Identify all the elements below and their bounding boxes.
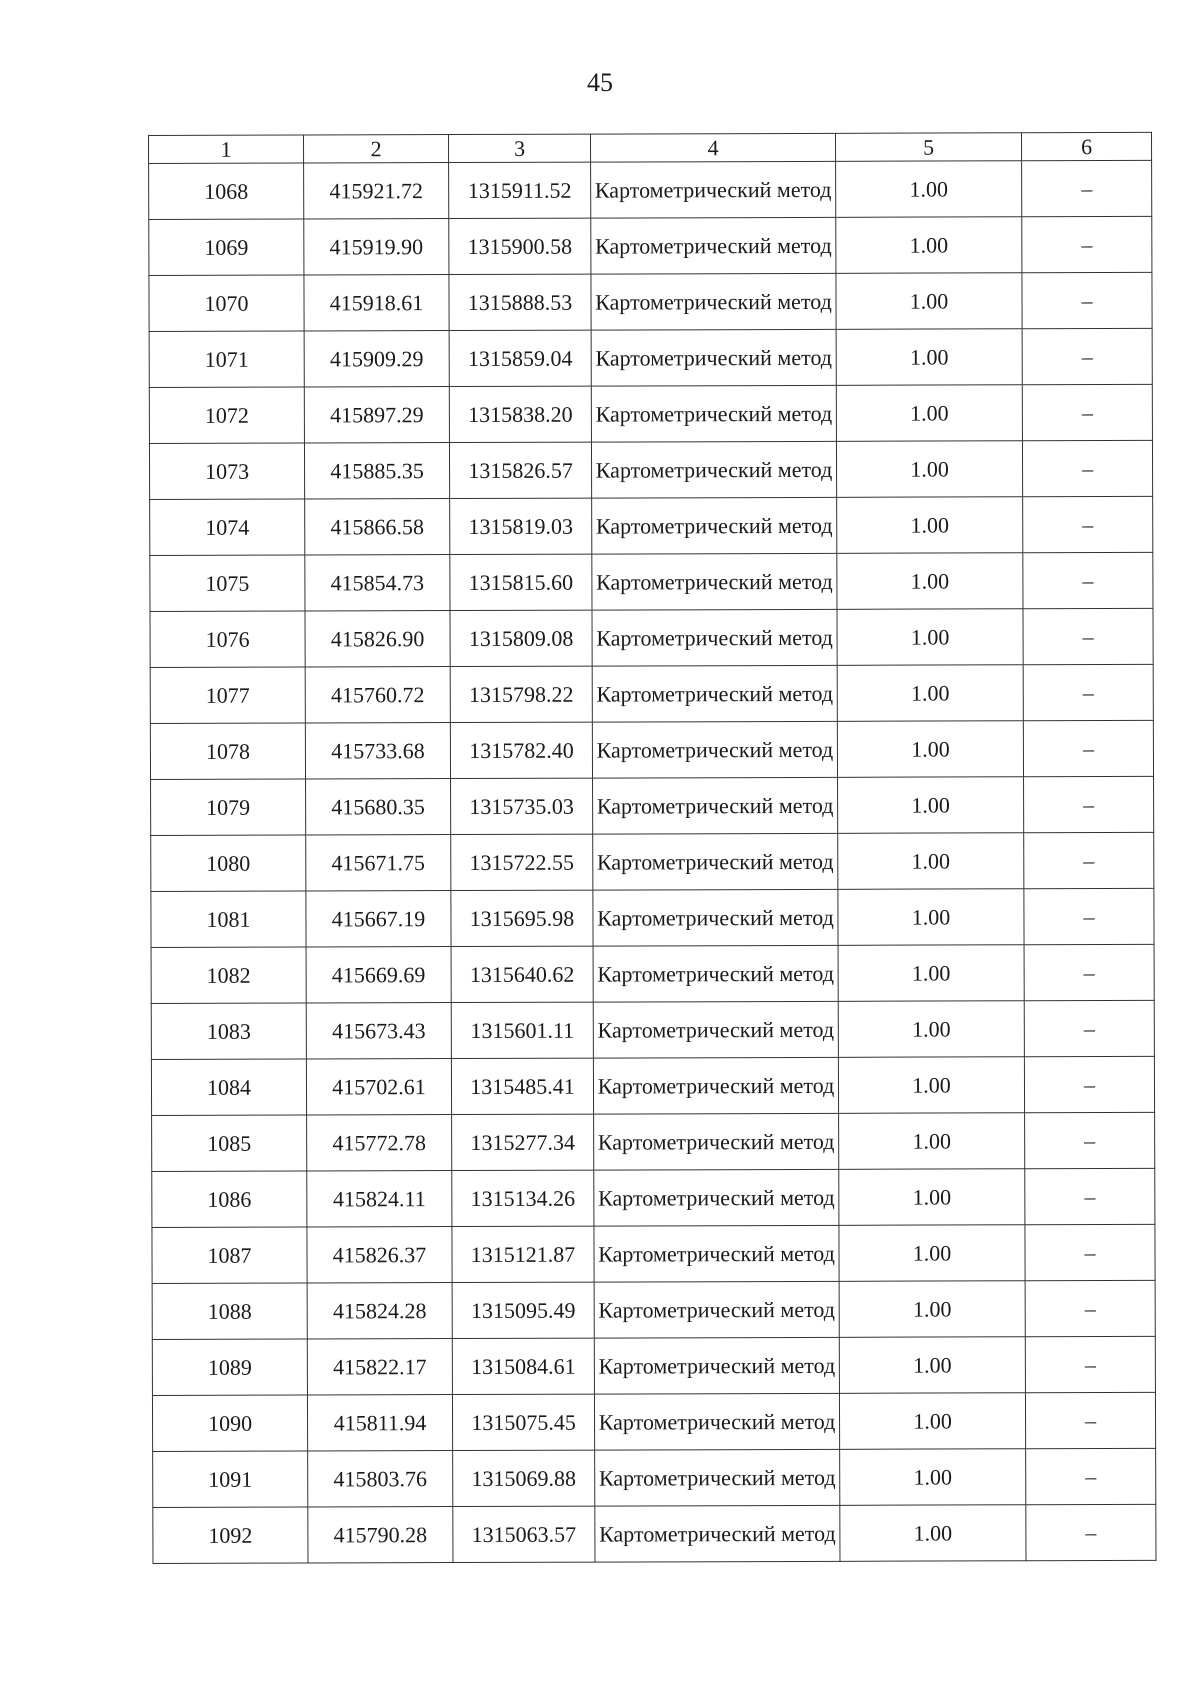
description-cell: – — [1024, 832, 1154, 888]
column-header-5: 5 — [835, 133, 1021, 162]
description-cell: – — [1025, 1280, 1155, 1336]
coordinate-y-cell: 1315063.57 — [453, 1506, 595, 1562]
point-number-cell: 1070 — [149, 275, 304, 331]
table-row — [150, 720, 1153, 779]
accuracy-cell: 1.00 — [836, 385, 1022, 442]
description-cell: – — [1023, 552, 1153, 608]
table-row — [149, 440, 1152, 499]
table-header-row — [149, 132, 1152, 163]
table-row — [150, 552, 1153, 611]
method-cell: Картометрический метод — [595, 1505, 840, 1562]
point-number-cell: 1089 — [152, 1339, 307, 1395]
table-row — [149, 272, 1152, 331]
coordinate-x-cell: 415854.73 — [305, 555, 450, 611]
accuracy-cell: 1.00 — [840, 1505, 1026, 1562]
method-cell: Картометрический метод — [593, 833, 838, 890]
coordinate-x-cell: 415921.72 — [304, 163, 449, 219]
coordinate-y-cell: 1315735.03 — [451, 778, 593, 834]
description-cell: – — [1026, 1504, 1156, 1560]
description-cell: – — [1022, 328, 1152, 384]
table-row — [153, 1504, 1156, 1563]
table-body — [149, 160, 1156, 1563]
accuracy-cell: 1.00 — [836, 273, 1022, 330]
coordinate-x-cell: 415919.90 — [304, 219, 449, 275]
table-row — [152, 1112, 1155, 1171]
column-header-2: 2 — [304, 135, 449, 163]
coordinate-x-cell: 415667.19 — [306, 891, 451, 947]
table-row — [149, 384, 1152, 443]
coordinate-y-cell: 1315859.04 — [449, 330, 591, 386]
point-number-cell: 1075 — [150, 555, 305, 611]
coordinates-table — [148, 132, 1156, 1564]
method-cell: Картометрический метод — [591, 385, 836, 442]
method-cell: Картометрический метод — [593, 889, 838, 946]
coordinate-x-cell: 415826.90 — [305, 611, 450, 667]
coordinate-x-cell: 415824.28 — [307, 1283, 452, 1339]
coordinate-x-cell: 415680.35 — [306, 779, 451, 835]
table-row — [152, 1336, 1155, 1395]
table-row — [151, 1000, 1154, 1059]
point-number-cell: 1080 — [151, 835, 306, 891]
accuracy-cell: 1.00 — [838, 945, 1024, 1002]
point-number-cell: 1077 — [150, 667, 305, 723]
point-number-cell: 1086 — [152, 1171, 307, 1227]
accuracy-cell: 1.00 — [838, 833, 1024, 890]
point-number-cell: 1073 — [149, 443, 304, 499]
coordinate-x-cell: 415673.43 — [306, 1003, 451, 1059]
description-cell: – — [1023, 608, 1153, 664]
accuracy-cell: 1.00 — [839, 1337, 1025, 1394]
coordinate-y-cell: 1315911.52 — [449, 162, 591, 218]
method-cell: Картометрический метод — [591, 273, 836, 330]
point-number-cell: 1079 — [151, 779, 306, 835]
coordinate-y-cell: 1315838.20 — [449, 386, 591, 442]
accuracy-cell: 1.00 — [838, 1001, 1024, 1058]
description-cell: – — [1022, 216, 1152, 272]
description-cell: – — [1023, 496, 1153, 552]
table-row — [150, 496, 1153, 555]
point-number-cell: 1092 — [153, 1507, 308, 1563]
coordinate-x-cell: 415671.75 — [306, 835, 451, 891]
table-row — [150, 608, 1153, 667]
accuracy-cell: 1.00 — [837, 609, 1023, 666]
column-header-6: 6 — [1021, 132, 1151, 160]
coordinate-x-cell: 415909.29 — [304, 331, 449, 387]
accuracy-cell: 1.00 — [837, 665, 1023, 722]
table-row — [149, 160, 1152, 219]
coordinate-y-cell: 1315640.62 — [451, 946, 593, 1002]
point-number-cell: 1072 — [149, 387, 304, 443]
coordinate-x-cell: 415866.58 — [305, 499, 450, 555]
method-cell: Картометрический метод — [594, 1225, 839, 1282]
table-row — [150, 664, 1153, 723]
method-cell: Картометрический метод — [591, 217, 836, 274]
coordinate-x-cell: 415885.35 — [304, 443, 449, 499]
description-cell: – — [1022, 272, 1152, 328]
coordinate-y-cell: 1315815.60 — [450, 554, 592, 610]
accuracy-cell: 1.00 — [836, 217, 1022, 274]
method-cell: Картометрический метод — [591, 161, 836, 218]
coordinate-x-cell: 415733.68 — [305, 723, 450, 779]
description-cell: – — [1025, 1112, 1155, 1168]
method-cell: Картометрический метод — [593, 1057, 838, 1114]
coordinate-y-cell: 1315069.88 — [453, 1450, 595, 1506]
method-cell: Картометрический метод — [592, 609, 837, 666]
coordinate-y-cell: 1315121.87 — [452, 1226, 594, 1282]
method-cell: Картометрический метод — [594, 1281, 839, 1338]
coordinate-x-cell: 415803.76 — [308, 1451, 453, 1507]
method-cell: Картометрический метод — [594, 1393, 839, 1450]
accuracy-cell: 1.00 — [839, 1281, 1025, 1338]
table-row — [151, 1056, 1154, 1115]
coordinate-y-cell: 1315798.22 — [450, 666, 592, 722]
coordinate-y-cell: 1315095.49 — [452, 1282, 594, 1338]
coordinate-x-cell: 415760.72 — [305, 667, 450, 723]
accuracy-cell: 1.00 — [839, 1393, 1025, 1450]
coordinate-y-cell: 1315277.34 — [452, 1114, 594, 1170]
description-cell: – — [1025, 1168, 1155, 1224]
point-number-cell: 1071 — [149, 331, 304, 387]
description-cell: – — [1022, 384, 1152, 440]
table-row — [153, 1448, 1156, 1507]
accuracy-cell: 1.00 — [838, 1057, 1024, 1114]
coordinate-y-cell: 1315809.08 — [450, 610, 592, 666]
coordinate-x-cell: 415897.29 — [304, 387, 449, 443]
page-number: 45 — [587, 68, 613, 97]
coordinate-x-cell: 415702.61 — [306, 1059, 451, 1115]
method-cell: Картометрический метод — [594, 1113, 839, 1170]
description-cell: – — [1023, 664, 1153, 720]
description-cell: – — [1026, 1448, 1156, 1504]
description-cell: – — [1022, 160, 1152, 216]
table-row — [151, 776, 1154, 835]
point-number-cell: 1084 — [151, 1059, 306, 1115]
point-number-cell: 1088 — [152, 1283, 307, 1339]
coordinate-x-cell: 415822.17 — [307, 1339, 452, 1395]
coordinate-y-cell: 1315601.11 — [451, 1002, 593, 1058]
coordinate-y-cell: 1315782.40 — [450, 722, 592, 778]
coordinate-y-cell: 1315485.41 — [451, 1058, 593, 1114]
method-cell: Картометрический метод — [591, 441, 836, 498]
description-cell: – — [1024, 776, 1154, 832]
coordinate-y-cell: 1315888.53 — [449, 274, 591, 330]
coordinate-y-cell: 1315134.26 — [452, 1170, 594, 1226]
method-cell: Картометрический метод — [592, 721, 837, 778]
table-row — [151, 888, 1154, 947]
point-number-cell: 1090 — [152, 1395, 307, 1451]
table-row — [152, 1280, 1155, 1339]
point-number-cell: 1074 — [150, 499, 305, 555]
description-cell: – — [1024, 944, 1154, 1000]
method-cell: Картометрический метод — [594, 1169, 839, 1226]
coordinate-x-cell: 415918.61 — [304, 275, 449, 331]
table-row — [149, 328, 1152, 387]
description-cell: – — [1022, 440, 1152, 496]
coordinate-x-cell: 415790.28 — [308, 1507, 453, 1563]
accuracy-cell: 1.00 — [837, 497, 1023, 554]
accuracy-cell: 1.00 — [839, 1225, 1025, 1282]
method-cell: Картометрический метод — [592, 553, 837, 610]
description-cell: – — [1024, 1000, 1154, 1056]
table-row — [151, 832, 1154, 891]
coordinate-y-cell: 1315826.57 — [449, 442, 591, 498]
method-cell: Картометрический метод — [591, 329, 836, 386]
coordinate-y-cell: 1315084.61 — [452, 1338, 594, 1394]
table-row — [149, 216, 1152, 275]
point-number-cell: 1068 — [149, 163, 304, 219]
coordinate-x-cell: 415772.78 — [307, 1115, 452, 1171]
description-cell: – — [1025, 1336, 1155, 1392]
coordinate-x-cell: 415811.94 — [307, 1395, 452, 1451]
point-number-cell: 1076 — [150, 611, 305, 667]
point-number-cell: 1078 — [150, 723, 305, 779]
table-row — [152, 1168, 1155, 1227]
column-header-4: 4 — [590, 133, 835, 162]
method-cell: Картометрический метод — [593, 1001, 838, 1058]
table-row — [152, 1224, 1155, 1283]
accuracy-cell: 1.00 — [839, 1113, 1025, 1170]
coordinate-x-cell: 415824.11 — [307, 1171, 452, 1227]
column-header-3: 3 — [449, 134, 591, 162]
accuracy-cell: 1.00 — [837, 553, 1023, 610]
point-number-cell: 1082 — [151, 947, 306, 1003]
method-cell: Картометрический метод — [593, 777, 838, 834]
coordinate-y-cell: 1315900.58 — [449, 218, 591, 274]
method-cell: Картометрический метод — [593, 945, 838, 1002]
table-row — [151, 944, 1154, 1003]
coordinate-y-cell: 1315819.03 — [450, 498, 592, 554]
coordinate-y-cell: 1315722.55 — [451, 834, 593, 890]
method-cell: Картометрический метод — [592, 665, 837, 722]
accuracy-cell: 1.00 — [836, 161, 1022, 218]
description-cell: – — [1025, 1392, 1155, 1448]
description-cell: – — [1024, 888, 1154, 944]
accuracy-cell: 1.00 — [837, 721, 1023, 778]
description-cell: – — [1023, 720, 1153, 776]
accuracy-cell: 1.00 — [839, 1169, 1025, 1226]
accuracy-cell: 1.00 — [840, 1449, 1026, 1506]
point-number-cell: 1081 — [151, 891, 306, 947]
column-header-1: 1 — [149, 135, 304, 163]
accuracy-cell: 1.00 — [838, 889, 1024, 946]
point-number-cell: 1087 — [152, 1227, 307, 1283]
method-cell: Картометрический метод — [595, 1449, 840, 1506]
accuracy-cell: 1.00 — [836, 441, 1022, 498]
point-number-cell: 1085 — [152, 1115, 307, 1171]
method-cell: Картометрический метод — [592, 497, 837, 554]
description-cell: – — [1024, 1056, 1154, 1112]
point-number-cell: 1091 — [153, 1451, 308, 1507]
point-number-cell: 1069 — [149, 219, 304, 275]
accuracy-cell: 1.00 — [838, 777, 1024, 834]
method-cell: Картометрический метод — [594, 1337, 839, 1394]
point-number-cell: 1083 — [151, 1003, 306, 1059]
coordinate-x-cell: 415826.37 — [307, 1227, 452, 1283]
table-row — [152, 1392, 1155, 1451]
coordinate-y-cell: 1315695.98 — [451, 890, 593, 946]
description-cell: – — [1025, 1224, 1155, 1280]
accuracy-cell: 1.00 — [836, 329, 1022, 386]
coordinate-x-cell: 415669.69 — [306, 947, 451, 1003]
coordinate-y-cell: 1315075.45 — [452, 1394, 594, 1450]
